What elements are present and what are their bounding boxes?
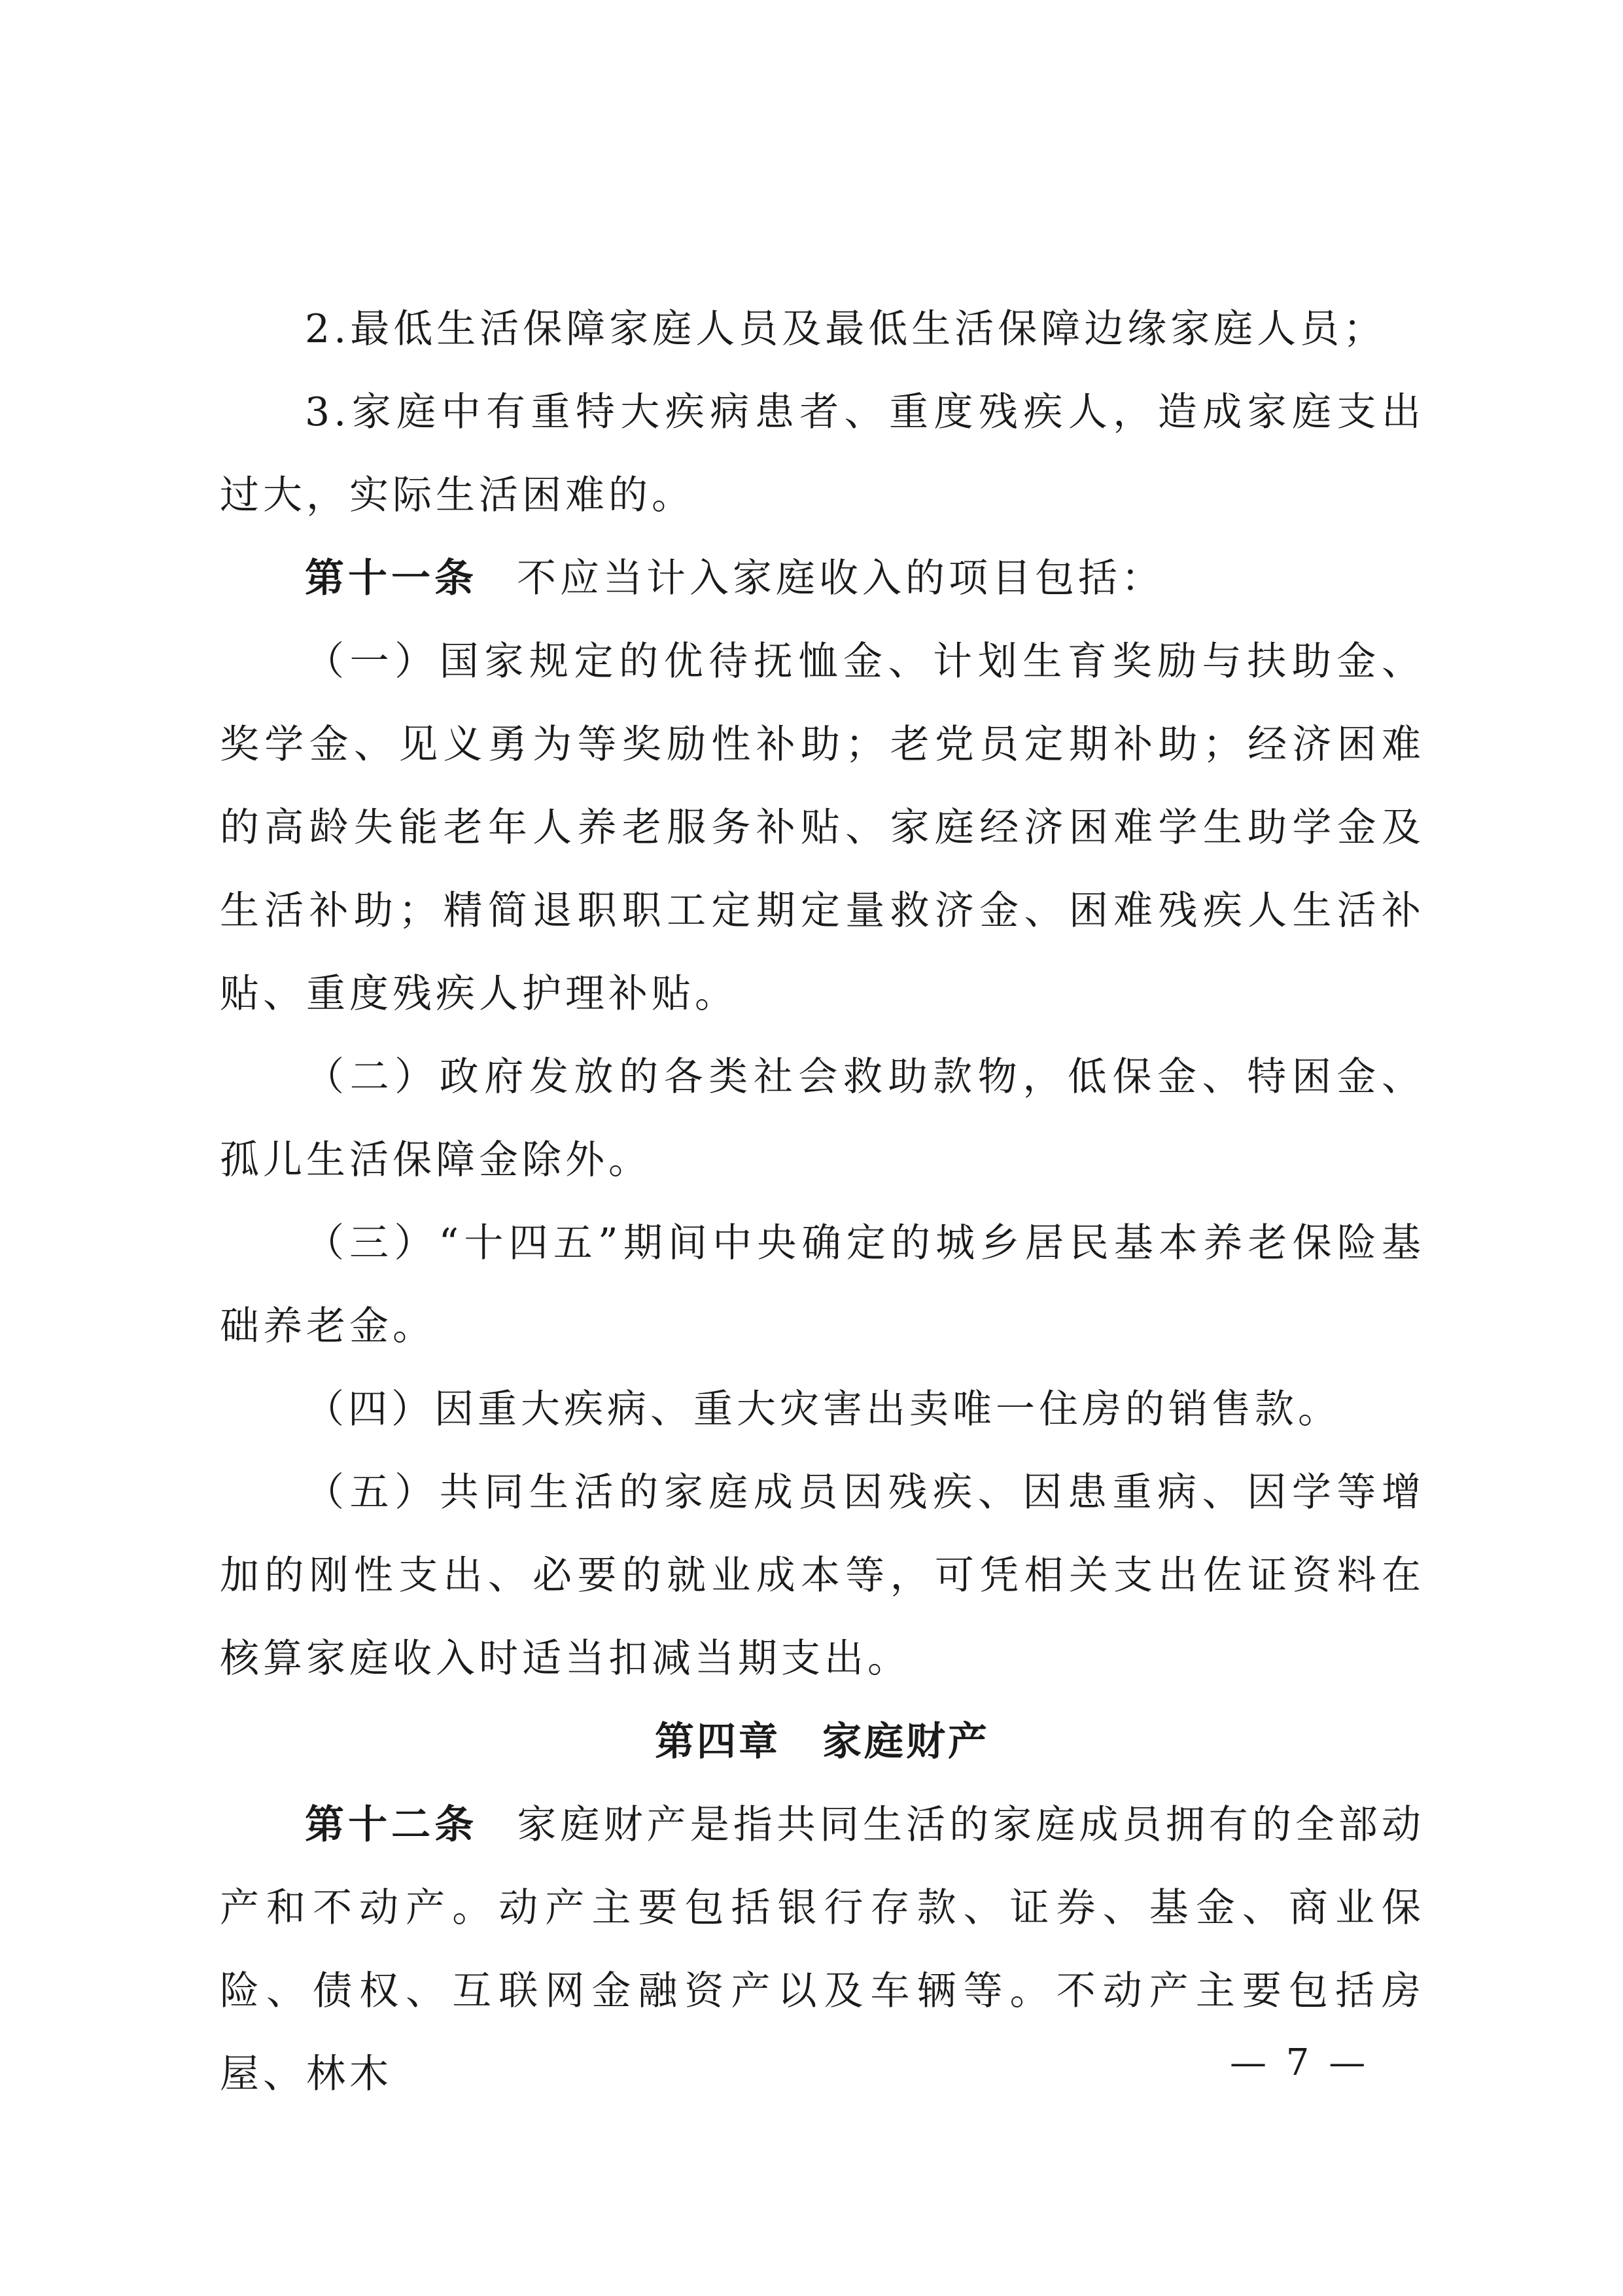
article-11-item-3: （三）“十四五”期间中央确定的城乡居民基本养老保险基础养老金。 bbox=[220, 1220, 1425, 1349]
article-11-item-4: （四）因重大疾病、重大灾害出卖唯一住房的销售款。 bbox=[305, 1386, 1341, 1432]
article-11-text: 不应当计入家庭收入的项目包括： bbox=[517, 556, 1164, 601]
page-number: — 7 — bbox=[1230, 2041, 1370, 2084]
paragraph-item-2: 2.最低生活保障家庭人员及最低生活保障边缘家庭人员； bbox=[305, 306, 1387, 352]
article-11-item-5: （五）共同生活的家庭成员因残疾、因患重病、因学等增加的刚性支出、必要的就业成本等，可凭相关支出佐证资料在核算家庭收入时适当扣减当期支出。 bbox=[220, 1470, 1425, 1682]
chapter-heading: 第四章 家庭财产 bbox=[655, 1719, 990, 1765]
paragraph-item-3: 3.家庭中有重特大疾病患者、重度残疾人，造成家庭支出过大，实际生活困难的。 bbox=[220, 389, 1425, 518]
article-11-item-2: （二）政府发放的各类社会救助款物，低保金、特困金、孤儿生活保障金除外。 bbox=[220, 1054, 1425, 1183]
article-12-text: 家庭财产是指共同生活的家庭成员拥有的全部动产和不动产。动产主要包括银行存款、证券、基金、商业保险、债权、互联网金融资产以及车辆等。不动产主要包括房屋、林木 bbox=[220, 1802, 1425, 2097]
article-11-item-1: （一）国家规定的优待抚恤金、计划生育奖励与扶助金、奖学金、见义勇为等奖励性补助；老党员定期补助；经济困难的高龄失能老年人养老服务补贴、家庭经济困难学生助学金及生活补助；精简退职职工定期定量救济金、困难残疾人生活补贴、重度残疾人护理补贴。 bbox=[220, 639, 1425, 1017]
article-11 bbox=[220, 537, 1425, 620]
document-body bbox=[220, 288, 1425, 2116]
article-12-title: 第十二条 bbox=[305, 1802, 478, 1848]
article-11-title: 第十一条 bbox=[305, 556, 478, 601]
